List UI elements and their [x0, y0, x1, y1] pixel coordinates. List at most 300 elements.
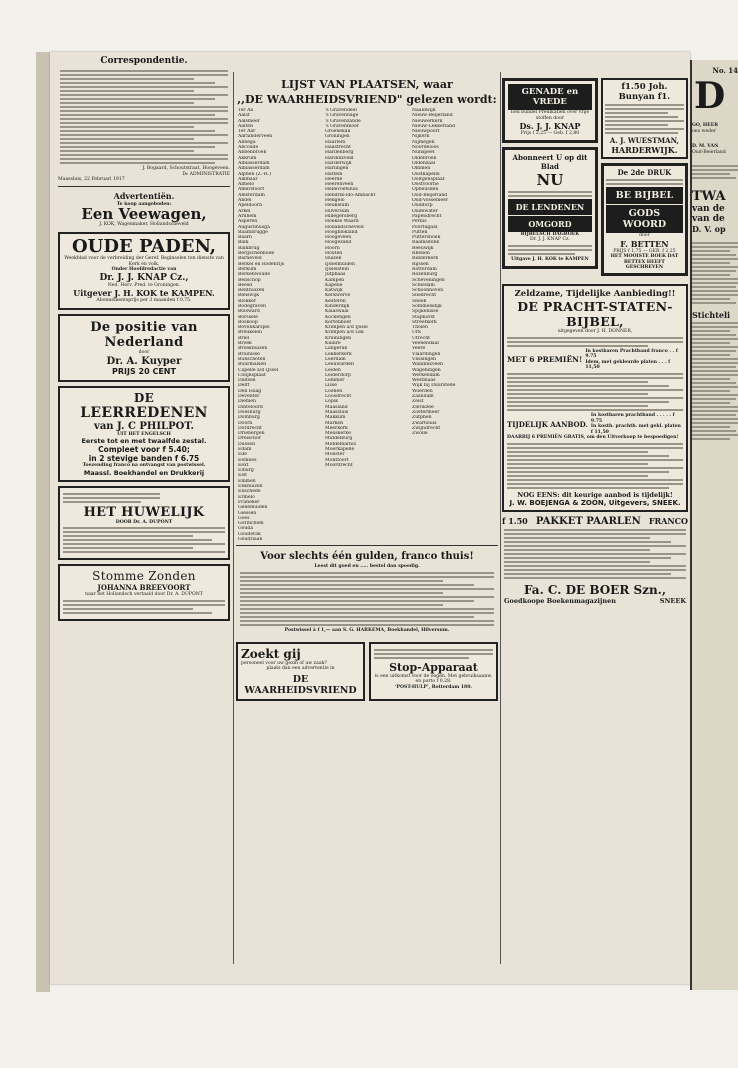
place-name: Deventer: [238, 394, 260, 400]
place-name: Franeker: [238, 499, 260, 505]
place-name: Maassluis: [325, 409, 349, 415]
place-name: Woerden: [412, 388, 433, 394]
bijbel-price: PRIJS f 1,75 — GEB. f 2,25: [613, 248, 676, 254]
place-name: Benschop: [238, 277, 261, 283]
tijdelijk-label: TIJDELIJK AANBOD.: [507, 419, 588, 429]
stomme-author: JOHANNA BREEVOORT: [97, 583, 191, 593]
place-name: Balk: [238, 240, 249, 246]
place-name: Hattem: [325, 171, 343, 177]
place-name: Groningen: [325, 134, 350, 140]
place-name: Middelburg: [325, 436, 353, 442]
positie-author: Dr. A. Kuyper: [106, 355, 182, 367]
place-name: Raamsdonk: [412, 240, 440, 246]
strip-stichtelijk: Stichteli: [692, 310, 731, 321]
place-name: Tholen: [412, 325, 428, 331]
place-name: Delft: [238, 383, 250, 389]
place-name: Hoorn: [325, 245, 340, 251]
positie-price: PRIJS 20 CENT: [112, 366, 176, 376]
place-name: Diemen: [238, 399, 256, 405]
place-name: Den Haag: [238, 388, 262, 394]
place-name: IJsselstein: [325, 266, 349, 272]
positie-door: door: [138, 349, 150, 355]
place-name: 's Gravenhage: [325, 113, 359, 119]
place-name: Lemmer: [325, 378, 345, 384]
place-name: Alblasserdam: [238, 160, 270, 166]
place-name: Berkenwoude: [238, 272, 271, 278]
place-name: Dreischor: [238, 436, 261, 442]
place-name: Nijmegen: [412, 139, 435, 145]
place-name: Spijkenisse: [412, 309, 439, 315]
lendenen-omgord: OMGORD: [508, 216, 592, 232]
place-name: Oostvoorne: [412, 182, 439, 188]
places-column-c: [412, 108, 496, 542]
place-name: Ommen: [412, 166, 431, 172]
place-name: Utrecht: [412, 335, 431, 341]
place-name: Rhenen: [412, 251, 430, 257]
place-name: Vlissingen: [412, 356, 437, 362]
strip-line-1: GO, HEER: [692, 123, 719, 128]
place-name: Klaaswaal: [325, 309, 349, 315]
place-name: Ter Aar: [238, 129, 256, 135]
stomme-zonden-ad: [58, 564, 230, 621]
place-name: Andel: [238, 198, 252, 204]
leerredenen-origin: UIT HET ENGELSCH: [117, 431, 171, 437]
place-name: Nieuwpoort: [412, 129, 440, 135]
place-name: Sneek: [412, 298, 427, 304]
place-name: Domburg: [238, 415, 260, 421]
place-name: 's Gravenzande: [325, 118, 361, 124]
place-name: Katwijk: [325, 288, 343, 294]
place-name: Hardenberg: [325, 150, 354, 156]
stop-apparaat-ad: [369, 642, 498, 701]
oude-paden-publisher: Uitgever J. H. KOK te KAMPEN.: [73, 288, 215, 299]
place-name: Capelle a/d IJssel: [238, 367, 279, 373]
zoekt-gij-ad: [236, 642, 365, 701]
genade-sub: Een bundel Predikatiën over vrije stoffen door: [510, 110, 590, 121]
place-name: Marken: [325, 420, 344, 426]
bijbel-title: BE BIJBEL: [606, 187, 683, 204]
place-name: Kruiningen: [325, 335, 352, 341]
place-name: Rozenburg: [412, 272, 438, 278]
strip-vande-2: van de: [692, 214, 725, 225]
pakket-heading-row: [502, 516, 688, 527]
abonneert-ad: [502, 147, 598, 269]
place-name: Boskoop: [238, 319, 258, 325]
binding-spine: [36, 52, 50, 992]
place-name: Waddinxveen: [412, 362, 443, 368]
bunyan-title: f1.50 Joh. Bunyan f1.: [618, 82, 671, 102]
place-name: Abbega: [238, 139, 256, 145]
lendenen-publisher: Uitgave J. H. KOK te KAMPEN: [511, 256, 589, 262]
place-name: Alkmaar: [238, 176, 258, 182]
place-name: Haastrecht: [325, 145, 351, 151]
place-name: Veere: [412, 346, 426, 352]
column-middle: [236, 52, 498, 984]
place-name: Zaandam: [412, 394, 434, 400]
place-name: Benthuizen: [238, 288, 265, 294]
place-name: Loosdrecht: [325, 394, 352, 400]
place-name: Dinteloord: [238, 404, 263, 410]
place-name: Hoekse Waard: [325, 219, 359, 225]
stomme-translator: naar het Hollandsch vertaald door Dr. A. DUPONT: [85, 592, 203, 598]
place-name: Zwolle: [412, 431, 428, 437]
place-name: Elst: [238, 473, 248, 479]
place-name: Asperen: [238, 219, 258, 225]
place-name: Driebergen: [238, 431, 265, 437]
bunyan-city: HARDERWIJK.: [611, 145, 678, 155]
place-name: Westmaas: [412, 378, 436, 384]
place-name: Urk: [412, 330, 421, 336]
gulden-ad-postwissel: Postwissel à f 1,— aan S. G. HARKEMA, Boekhandel, Hilversum.: [284, 627, 450, 633]
place-name: Heerenveen: [325, 182, 354, 188]
places-list-subtitle: ,,DE WAARHEIDSVRIEND" gelezen wordt:: [237, 93, 497, 106]
abonneert-title: Abonneert U op dit Blad: [512, 152, 588, 171]
leerredenen-ad: [58, 386, 230, 482]
place-name: Putten: [412, 229, 428, 235]
newspaper-page: [50, 52, 690, 984]
place-name: Gorinchem: [238, 521, 264, 527]
place-name: Arnhem: [238, 213, 257, 219]
place-name: Briel: [238, 335, 250, 341]
strip-line-2: ons weder: [692, 128, 717, 134]
column-left: [58, 52, 230, 984]
place-name: Edam: [238, 447, 252, 452]
place-name: Oud-Beijerland: [412, 192, 448, 198]
bijbel-door: door: [639, 233, 650, 238]
place-name: Oldenzaal: [412, 160, 436, 166]
for-sale-label: Te koop aangeboden:: [116, 201, 172, 207]
huwelijk-ad: [58, 486, 230, 561]
lendenen-title: DE LENDENEN: [508, 199, 592, 215]
stop-sub: is een uitkomst voor de oogen. Met gebruiksaanw. en porto f 0.28.: [374, 673, 493, 685]
place-name: Zoetermeer: [412, 409, 440, 415]
place-name: Gouderak: [238, 531, 261, 537]
positie-title-2: Nederland: [104, 334, 184, 350]
bijbel-edition: De 2de DRUK: [617, 168, 672, 177]
place-name: Buurmalsen: [238, 362, 267, 368]
leerredenen-de: DE: [133, 390, 155, 405]
gulden-ad-sub: Leest dit goed en ..... bestel dan spoedig.: [314, 564, 420, 570]
place-name: Dussen: [238, 441, 256, 447]
correspondence-text: [58, 70, 230, 164]
tijdelijk-price-1: In kostbaren prachtband . . . . . f 9.75: [590, 412, 675, 424]
tijdelijk-note: NOG EENS: dit keurige aanbod is tijdelijk!: [517, 490, 673, 499]
place-name: Aalsmeer: [238, 118, 260, 124]
pracht-publisher: uitgegeven door J. H. DONNER,: [557, 328, 633, 334]
place-name: Harlingen: [325, 166, 349, 172]
strip-line-4: Oud-Beierland: [692, 149, 726, 155]
leerredenen-author: van J. C PHILPOT.: [94, 420, 194, 432]
administration: De ADMINISTRATIE: [182, 171, 230, 177]
place-name: Lopik: [325, 399, 339, 405]
place-name: Hardinxveld: [325, 155, 354, 161]
place-name: Apeldoorn: [238, 203, 263, 209]
place-name: Bodegraven: [238, 303, 266, 309]
place-name: Schiedam: [412, 282, 435, 288]
place-name: Sommelsdijk: [412, 303, 442, 309]
positie-ad: [58, 314, 230, 382]
place-name: Kesteren: [325, 298, 346, 304]
place-name: Zwartsluis: [412, 420, 437, 426]
place-name: Leiden: [325, 367, 341, 373]
pracht-bijbel-ad: [502, 284, 688, 512]
places-column-a: [238, 108, 322, 542]
place-name: Bolsward: [238, 309, 260, 315]
place-name: Doesburg: [238, 409, 261, 415]
boejenga-publisher: J. W. BOEJENGA & ZOON, Uitgevers, SNEEK.: [509, 498, 681, 507]
premie-price-1: In kostbaren Prachtband franco . . f 9.75: [585, 348, 678, 360]
place-name: Barneveld: [238, 256, 262, 262]
place-name: Pernis: [412, 219, 427, 225]
place-name: Alblasserdam: [238, 166, 270, 172]
strip-dvop: D. V. op: [692, 224, 726, 235]
place-name: Breukelen: [238, 330, 262, 336]
place-name: Hilversum: [325, 208, 350, 214]
place-name: Haarlem: [325, 139, 346, 145]
zoekt-plaats: plaats dan een advertentie in: [266, 666, 335, 672]
place-name: Ermelo: [238, 494, 255, 500]
lendenen-author: Dr. J. J. KNAP Cz.: [530, 237, 570, 243]
place-name: Meerkerk: [325, 425, 348, 431]
place-name: Bleiswijk: [238, 293, 259, 299]
bijbel-ad: [601, 163, 688, 276]
place-name: Poortugaal: [412, 224, 438, 230]
place-name: Zwijndrecht: [412, 425, 441, 431]
place-name: Colijnsplaat: [238, 372, 266, 378]
place-name: Rijssen: [412, 261, 429, 267]
place-name: Arkel: [238, 208, 251, 214]
place-name: Bergschenhoek: [238, 251, 275, 257]
place-name: Gouda: [238, 526, 254, 532]
places-list-title: LIJST VAN PLAATSEN, waar: [281, 78, 453, 91]
place-name: Staphorst: [412, 314, 435, 320]
stop-title: Stop-Apparaat: [389, 660, 478, 674]
place-name: Amersfoort: [238, 187, 265, 193]
place-name: 's Gravendeel: [325, 108, 357, 113]
next-page-strip: [690, 60, 738, 990]
genade-author: Ds. J. J. KNAP: [519, 121, 581, 132]
place-name: Wageningen: [412, 367, 441, 373]
place-name: Ter Aa: [238, 108, 254, 113]
leerredenen-title: LEERREDENEN: [80, 404, 208, 421]
correspondence-title: Correspondentie.: [100, 56, 188, 66]
place-name: Krimpen a/d Lek: [325, 330, 364, 336]
place-name: Aalten: [238, 123, 254, 129]
place-name: Nieuwerkerk: [412, 118, 443, 124]
place-name: Borssele: [238, 314, 258, 320]
place-name: Akkrum: [238, 155, 257, 161]
place-name: Moerkapelle: [325, 447, 355, 452]
place-name: Eemnes: [238, 457, 257, 463]
place-name: Lekkerkerk: [325, 351, 352, 357]
place-name: Ouddorp: [412, 203, 433, 209]
genade-title: GENADE en VREDE: [508, 84, 592, 110]
pracht-announce: Zeldzame, Tijdelijke Aanbieding!!: [514, 288, 676, 299]
daarbij-premies: DAARBIJ 6 PREMIËN GRATIS, om den Uitverkoop te bespoedigen!: [507, 435, 679, 441]
place-name: Giessen: [238, 510, 257, 516]
place-name: Hendrik-Ido-Ambacht: [325, 192, 376, 198]
place-name: Kerkwerve: [325, 293, 351, 299]
oude-paden-desc: Weekblad voor de verbreiding der Geref. Beginselen ten dienste van Kerk en volk,: [64, 255, 224, 267]
place-name: Sliedrecht: [412, 293, 437, 299]
place-name: Leerdam: [325, 356, 346, 362]
place-name: Leiderdorp: [325, 372, 351, 378]
place-name: Hengelo: [325, 198, 345, 204]
veewagen-maker: J. KOK, Wagenmaker, Hollandscheveld: [99, 222, 189, 228]
place-name: Oud-Vossemeer: [412, 198, 448, 204]
place-name: Houten: [325, 251, 343, 257]
dateline: Maassluis, 22 Februari 1917: [58, 177, 125, 183]
place-name: IJsselmuiden: [325, 261, 355, 267]
place-name: Kortenhoef: [325, 319, 351, 325]
leerredenen-printer: Maassl. Boekhandel en Drukkerij: [83, 468, 205, 477]
oude-paden-subscription: Abonnementsprijs per 3 maanden f 0.75.: [96, 298, 192, 304]
place-name: Genemuiden: [238, 505, 268, 511]
place-name: Bruinisse: [238, 351, 260, 357]
place-name: Abcoude: [238, 145, 259, 151]
place-name: Nijkerk: [412, 134, 430, 140]
bijbel-author: F. BETTEN: [620, 238, 669, 249]
place-name: Hellevoetsluis: [325, 187, 358, 193]
place-name: 's Gravenmoer: [325, 123, 359, 129]
place-name: Heukelum: [325, 203, 349, 209]
places-column-b: [325, 108, 409, 542]
place-name: Monster: [325, 452, 345, 458]
place-name: Loenen: [325, 388, 343, 394]
place-name: Broek: [238, 341, 252, 347]
place-name: Hoogblokland: [325, 229, 358, 235]
deboer-sub: Goedkoope Boekenmagazijnen: [504, 596, 616, 605]
place-name: Hoogeveen: [325, 235, 352, 241]
places-list: [236, 108, 498, 542]
place-name: Dordrecht: [238, 425, 262, 431]
huwelijk-author: DOOR Dr. A. DUPONT: [115, 519, 173, 525]
place-name: Lisse: [325, 383, 337, 389]
place-name: Middelharnis: [325, 441, 356, 447]
place-name: Nieuw-Lekkerland: [412, 123, 456, 129]
leerredenen-delivery: Toezending franco na ontvangst van postwissel.: [82, 463, 206, 469]
place-name: Naaldwijk: [412, 108, 436, 113]
tijdelijk-price-2: In kosth. prachtb. met gekl. platen f 11,50: [590, 424, 681, 435]
bijbel-title-2: GODS WOORD: [606, 205, 683, 233]
place-name: Enkhuizen: [238, 484, 263, 490]
place-name: Baambrugge: [238, 229, 268, 235]
premie-price-2: Idem, met gekleurde platen . . . f 11,50: [585, 359, 671, 371]
place-name: Makkum: [325, 415, 346, 421]
place-name: Hillegersberg: [325, 213, 358, 219]
place-name: Montfoort: [325, 457, 349, 463]
deboer-city: SNEEK: [659, 596, 686, 605]
place-name: Ede: [238, 452, 248, 458]
stomme-title: Stomme Zonden: [92, 569, 196, 584]
place-name: Kapelle: [325, 282, 343, 288]
place-name: Kampen: [325, 277, 345, 283]
place-name: Goes: [238, 515, 250, 521]
place-name: Huizen: [325, 256, 342, 262]
correspondence-signature: J. Bogaard, Schoutstraat, Hoogeveen.: [142, 166, 230, 171]
place-name: Eext: [238, 462, 249, 468]
place-name: Kockengen: [325, 314, 351, 320]
place-name: Alphen (Z.-H.): [238, 171, 271, 177]
advertisements-title: Advertentiën.: [113, 190, 175, 201]
place-name: Nunspeet: [412, 150, 435, 156]
place-name: Enschede: [238, 489, 261, 495]
strip-twa: TWA: [692, 189, 726, 205]
oude-paden-editor: Dr. J. J. KNAP Cz.,: [99, 272, 189, 283]
place-name: Scheveningen: [412, 277, 445, 283]
zoekt-title: Zoekt gij: [241, 646, 301, 661]
bunyan-ad: [601, 78, 688, 159]
strip-line-3: D. M. VAN: [692, 144, 719, 150]
leerredenen-price-2: in 2 stevige banden f 6.75: [88, 454, 200, 464]
bunyan-seller: A. J. WUESTMAN,: [609, 136, 679, 145]
place-name: Reeuwijk: [412, 245, 434, 251]
place-name: Oudewater: [412, 208, 438, 214]
strip-masthead-letter: D: [694, 75, 726, 117]
stop-address: ‘POST-HULP’, Rotterdam 180.: [394, 684, 473, 690]
positie-title-1: De positie van: [90, 319, 198, 335]
strip-issue-number: No. 14: [712, 66, 738, 75]
place-name: Moordrecht: [325, 462, 353, 468]
place-name: Almelo: [238, 182, 255, 188]
leerredenen-sets: Eerste tot en met twaalfde zestal.: [81, 437, 207, 446]
place-name: Langerak: [325, 346, 348, 352]
place-name: Nieuw-Beijerland: [412, 113, 453, 119]
place-name: Heerde: [325, 176, 343, 182]
deboer-title: Fa. C. DE BOER Szn.,: [523, 582, 667, 597]
place-name: Vlaardingen: [412, 351, 441, 357]
place-name: Ridderkerk: [412, 256, 439, 262]
bijbel-note: HET MOOISTE BOEK DAT BETTEX HEEFT GESCHREVEN: [610, 254, 679, 271]
place-name: Augustinusga: [238, 224, 270, 230]
strip-vande-1: van de: [692, 204, 725, 215]
oude-paden-ad: [58, 232, 230, 310]
place-name: Aarlanderveen: [238, 134, 273, 140]
zoekt-paper: DE WAARHEIDSVRIEND: [244, 673, 357, 696]
place-name: Meliskerke: [325, 431, 351, 437]
place-name: Goudriaan: [238, 537, 263, 543]
place-name: Oostkapelle: [412, 171, 440, 177]
place-name: Krimpen a/d IJssel: [325, 325, 368, 331]
pakket-title: PAKKET PAARLEN: [535, 515, 641, 527]
gulden-ad-title: Voor slechts één gulden, franco thuis!: [260, 551, 474, 563]
place-name: Berkum: [238, 266, 257, 272]
premie-label: MET 6 PREMIËN!: [507, 355, 583, 365]
column-right: [502, 52, 688, 984]
place-name: Wijk bij Duurstede: [412, 383, 456, 389]
place-name: Kinderdijk: [325, 303, 350, 309]
place-name: Emmen: [238, 478, 256, 484]
place-name: Dalfsen: [238, 378, 256, 384]
place-name: Groenekan: [325, 129, 351, 135]
place-name: Doorn: [238, 420, 253, 426]
pracht-title: DE PRACHT-STATEN-BIJBEL,: [517, 298, 673, 329]
genade-ad: [502, 78, 598, 143]
place-name: Zutphen: [412, 415, 432, 421]
leerredenen-price-1: Compleet voor f 5.40;: [98, 445, 190, 455]
place-name: Hoogezand: [325, 240, 352, 246]
place-name: Baarn: [238, 235, 253, 241]
place-name: Broekhuizen: [238, 346, 268, 352]
place-name: Werkendam: [412, 372, 440, 378]
place-name: Berkel en Rodenrijs: [238, 261, 285, 267]
place-name: Opheusden: [412, 187, 439, 193]
place-name: Schoonhoven: [412, 288, 444, 294]
genade-price: Prijs f 2,25 — Geb. f 2,80: [520, 131, 580, 137]
place-name: Ooltgensplaat: [412, 176, 445, 182]
place-name: Abbenbroek: [238, 150, 267, 156]
huwelijk-title: HET HUWELIJK: [83, 504, 205, 520]
